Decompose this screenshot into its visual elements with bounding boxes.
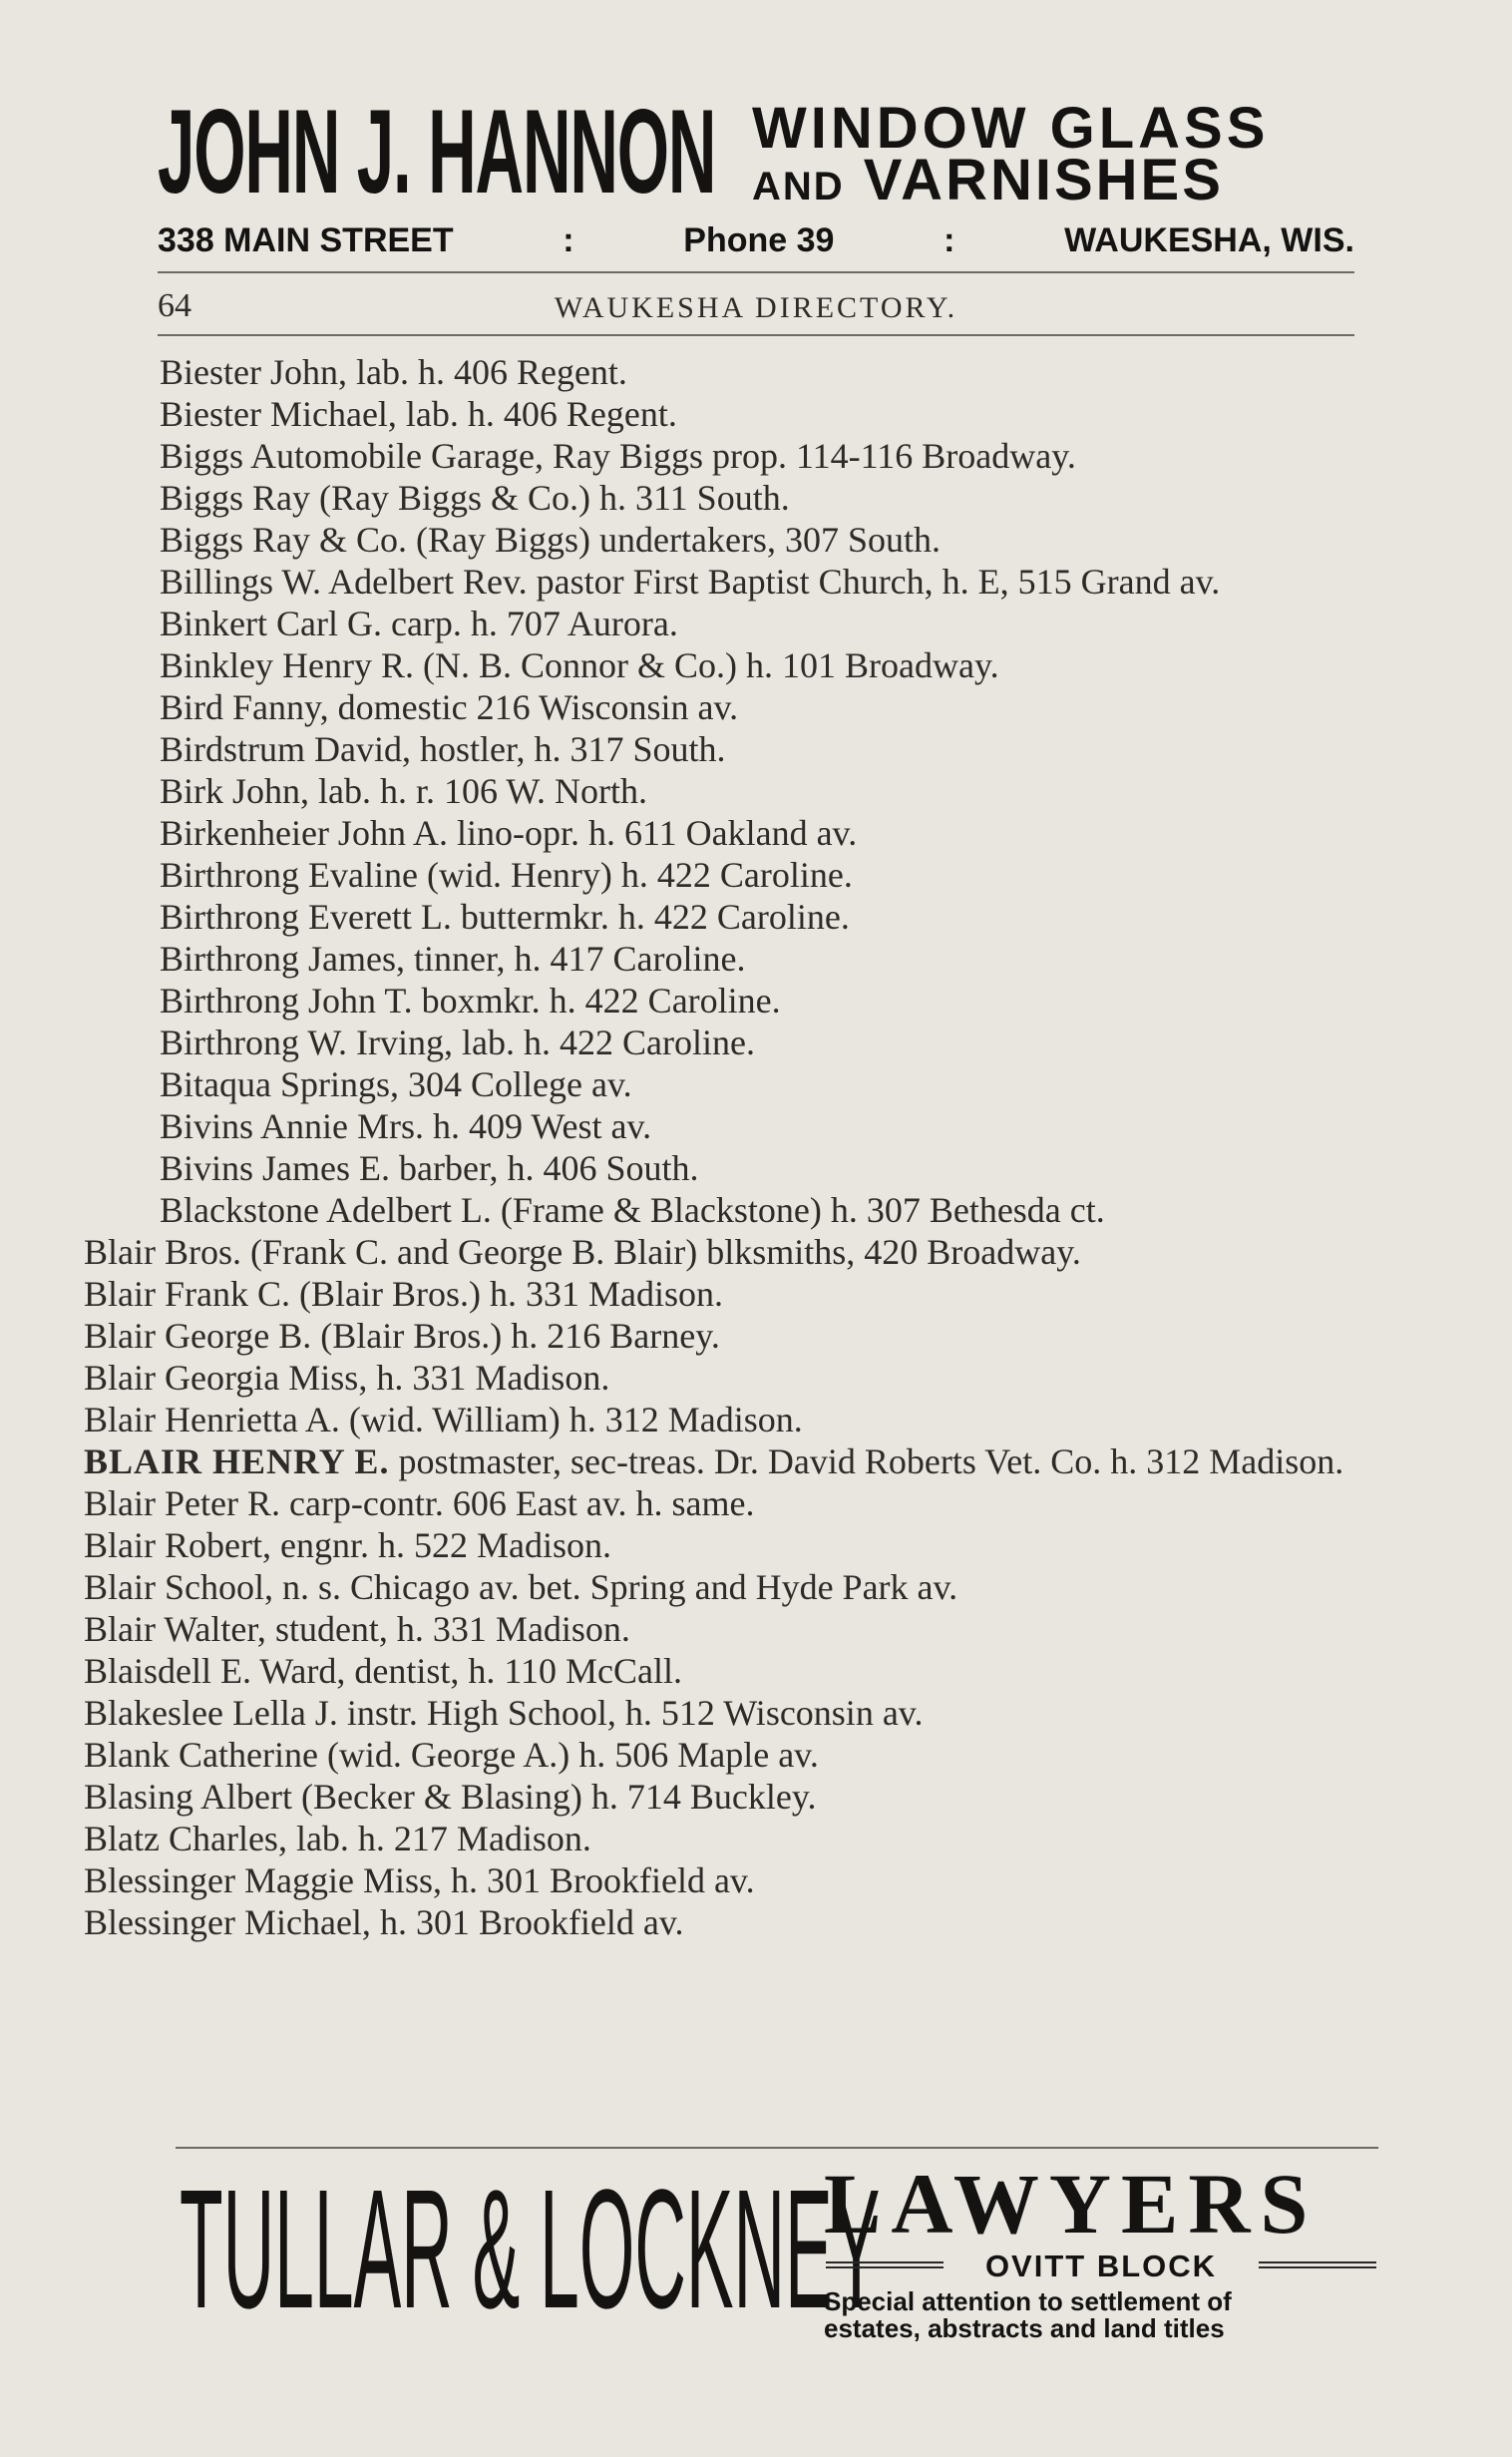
entry-details: (Becker & Blasing) h. 714 Buckley. xyxy=(292,1777,817,1817)
entry-details: Ray Biggs prop. 114-116 Broadway. xyxy=(543,436,1076,476)
entry-details: postmaster, sec-treas. Dr. David Roberts Vet. Co. h. 312 Madison. xyxy=(389,1441,1344,1481)
entry-details: (Frame & Blackstone) h. 307 Bethesda ct. xyxy=(491,1190,1105,1230)
entry-name: Binkert Carl G. xyxy=(160,604,382,643)
head-divider xyxy=(158,334,1354,336)
entry-name: Blakeslee Lella J. xyxy=(84,1693,338,1733)
hannon-city: WAUKESHA, WIS. xyxy=(1064,221,1354,259)
directory-entry xyxy=(84,1273,1376,1315)
entry-details: lab. h. 406 Regent. xyxy=(396,394,677,434)
hannon-advertisement xyxy=(158,85,1354,263)
entry-name: Blank Catherine xyxy=(84,1735,318,1775)
special-line2: estates, abstracts and land titles xyxy=(824,2313,1225,2343)
entry-details: (wid. William) h. 312 Madison. xyxy=(339,1400,803,1439)
directory-entry xyxy=(84,1650,1376,1692)
entry-name: Bivins Annie xyxy=(160,1106,349,1146)
entry-details: Mrs. h. 409 West av. xyxy=(348,1106,652,1146)
directory-entry xyxy=(160,435,1376,477)
entry-details: lino-opr. h. 611 Oakland av. xyxy=(447,813,858,853)
entry-name: Blessinger Michael, xyxy=(84,1902,371,1942)
directory-entry xyxy=(160,603,1376,644)
entry-name: Biggs Automobile Garage, xyxy=(160,436,544,476)
directory-entry xyxy=(160,393,1376,435)
directory-entry xyxy=(160,896,1376,938)
directory-entry xyxy=(160,938,1376,980)
entry-name: Biggs Ray xyxy=(160,478,311,518)
entry-name: Blair Frank C. xyxy=(84,1274,290,1314)
entry-details: (Ray Biggs) undertakers, 307 South. xyxy=(407,520,941,560)
entry-details: (Blair Bros.) h. 331 Madison. xyxy=(289,1274,723,1314)
entry-details: tinner, h. 417 Caroline. xyxy=(404,939,746,979)
entry-name: Bitaqua Springs, xyxy=(160,1064,399,1104)
directory-entry xyxy=(84,1608,1376,1650)
directory-entry xyxy=(84,1315,1376,1357)
entry-name: Birthrong Evaline xyxy=(160,855,418,895)
entry-name: Binkley Henry R. xyxy=(160,645,414,685)
directory-entry xyxy=(84,1231,1376,1273)
directory-entry xyxy=(160,351,1376,393)
entry-details: student, h. 331 Madison. xyxy=(265,1609,630,1649)
directory-entry xyxy=(84,1901,1376,1943)
directory-entry xyxy=(160,1105,1376,1147)
directory-entry xyxy=(160,980,1376,1022)
entry-name: Birthrong Everett L. xyxy=(160,897,452,937)
directory-entry xyxy=(160,854,1376,896)
entry-name: Birthrong John T. xyxy=(160,981,413,1021)
entry-details: (wid. Henry) h. 422 Caroline. xyxy=(417,855,853,895)
entry-name: Blair Henrietta A. xyxy=(84,1400,340,1439)
directory-entry xyxy=(84,1524,1376,1566)
entry-details: lab. h. 422 Caroline. xyxy=(453,1023,755,1062)
office-name: OVITT BLOCK xyxy=(984,2249,1218,2283)
directory-entry xyxy=(84,1566,1376,1608)
entry-name: Blessinger Maggie xyxy=(84,1860,354,1900)
entry-details: lab. h. 217 Madison. xyxy=(286,1819,591,1858)
office-row xyxy=(824,2249,1378,2284)
special-attention xyxy=(824,2288,1382,2342)
hannon-varnishes: VARNISHES xyxy=(863,148,1224,212)
special-line1: Special attention to settlement of xyxy=(824,2286,1232,2316)
entry-name: Blair George B. xyxy=(84,1316,312,1356)
hannon-product-line1: WINDOW GLASS xyxy=(752,96,1270,161)
entry-details: (wid. George A.) h. 506 Maple av. xyxy=(317,1735,819,1775)
entry-name: Bivins James E. xyxy=(160,1148,390,1188)
entry-name: Blair Robert, xyxy=(84,1525,271,1565)
office-rule-right xyxy=(1259,2261,1376,2268)
entry-name: Birthrong W. Irving, xyxy=(160,1023,453,1062)
entry-details: (Blair Bros.) h. 216 Barney. xyxy=(311,1316,720,1356)
entry-name: Bird Fanny, xyxy=(160,687,329,727)
hannon-phone: Phone 39 xyxy=(683,221,835,259)
entry-name: Blackstone Adelbert L. xyxy=(160,1190,492,1230)
entry-details: lab. h. 406 Regent. xyxy=(346,352,627,392)
entry-name: Blasing Albert xyxy=(84,1777,292,1817)
entry-details: barber, h. 406 South. xyxy=(390,1148,699,1188)
hannon-address-line xyxy=(158,221,1354,260)
entry-details: engnr. h. 522 Madison. xyxy=(270,1525,611,1565)
firm-name: TULLAR & LOCKNEY xyxy=(180,2155,881,2344)
entry-name: Blair School, xyxy=(84,1567,273,1607)
entry-details: (Ray Biggs & Co.) h. 311 South. xyxy=(310,478,790,518)
entry-details: buttermkr. h. 422 Caroline. xyxy=(451,897,850,937)
directory-entry xyxy=(160,728,1376,770)
tullar-lockney-advertisement xyxy=(176,2149,1382,2348)
entry-name: Birdstrum David, xyxy=(160,729,411,769)
directory-entry xyxy=(84,1399,1376,1440)
listings xyxy=(84,351,1376,1943)
hannon-sep2: : xyxy=(944,221,955,259)
entry-name: Blaisdell E. Ward, xyxy=(84,1651,346,1691)
directory-entry xyxy=(160,1063,1376,1105)
entry-name: Biester John, xyxy=(160,352,347,392)
entry-name: Blair Walter, xyxy=(84,1609,266,1649)
directory-entry xyxy=(160,561,1376,603)
entry-name: Birk John, xyxy=(160,771,310,811)
entry-details: instr. High School, h. 512 Wisconsin av. xyxy=(337,1693,924,1733)
entry-details: carp. h. 707 Aurora. xyxy=(381,604,678,643)
entry-name: BLAIR HENRY E. xyxy=(84,1441,390,1481)
entry-details: boxmkr. h. 422 Caroline. xyxy=(412,981,781,1021)
directory-entry xyxy=(160,1147,1376,1189)
hannon-street: 338 MAIN STREET xyxy=(158,221,454,259)
entry-details: dentist, h. 110 McCall. xyxy=(345,1651,683,1691)
entry-details: lab. h. r. 106 W. North. xyxy=(309,771,648,811)
entry-details: (Frank C. and George B. Blair) blksmiths, 420 Broadway. xyxy=(241,1232,1081,1272)
entry-name: Blatz Charles, xyxy=(84,1819,287,1858)
entry-name: Biester Michael, xyxy=(160,394,397,434)
hannon-name: JOHN J. HANNON xyxy=(158,85,716,218)
directory-entry xyxy=(84,1734,1376,1776)
entry-name: Blair Bros. xyxy=(84,1232,241,1272)
directory-entry xyxy=(160,1022,1376,1063)
directory-entry xyxy=(160,519,1376,561)
entry-name: Blair Georgia xyxy=(84,1358,280,1398)
entry-details: domestic 216 Wisconsin av. xyxy=(328,687,739,727)
entry-details: carp-contr. 606 East av. h. same. xyxy=(279,1483,755,1523)
directory-entry xyxy=(84,1692,1376,1734)
entry-name: Billings W. Adelbert xyxy=(160,562,455,602)
profession: LAWYERS xyxy=(824,2156,1319,2252)
directory-entry xyxy=(84,1776,1376,1818)
directory-entry xyxy=(160,770,1376,812)
directory-entry xyxy=(84,1859,1376,1901)
entry-name: Birthrong James, xyxy=(160,939,405,979)
entry-details: 304 College av. xyxy=(399,1064,632,1104)
directory-entry xyxy=(84,1818,1376,1859)
entry-details: Miss, h. 301 Brookfield av. xyxy=(353,1860,755,1900)
entry-name: Biggs Ray & Co. xyxy=(160,520,408,560)
entry-details: (N. B. Connor & Co.) h. 101 Broadway. xyxy=(413,645,999,685)
running-head xyxy=(158,287,1354,327)
hannon-sep1: : xyxy=(563,221,574,259)
entry-name: Birkenheier John A. xyxy=(160,813,448,853)
entry-details: h. 301 Brookfield av. xyxy=(370,1902,684,1942)
entry-name: Blair Peter R. xyxy=(84,1483,280,1523)
directory-entry xyxy=(160,686,1376,728)
directory-entry xyxy=(160,812,1376,854)
directory-entry xyxy=(160,477,1376,519)
entry-details: hostler, h. 317 South. xyxy=(410,729,726,769)
directory-entry xyxy=(84,1357,1376,1399)
directory-entry xyxy=(160,644,1376,686)
directory-title: WAUKESHA DIRECTORY. xyxy=(554,291,958,324)
directory-entry xyxy=(160,1189,1376,1231)
top-divider xyxy=(158,271,1354,273)
directory-entry xyxy=(84,1440,1376,1482)
entry-details: Miss, h. 331 Madison. xyxy=(279,1358,610,1398)
hannon-and: AND xyxy=(752,165,845,208)
directory-entry xyxy=(84,1482,1376,1524)
entry-details: n. s. Chicago av. bet. Spring and Hyde Park av. xyxy=(272,1567,958,1607)
page-number: 64 xyxy=(158,287,191,324)
entry-details: Rev. pastor First Baptist Church, h. E, 515 Grand av. xyxy=(454,562,1221,602)
hannon-product-line2 xyxy=(752,148,1224,212)
